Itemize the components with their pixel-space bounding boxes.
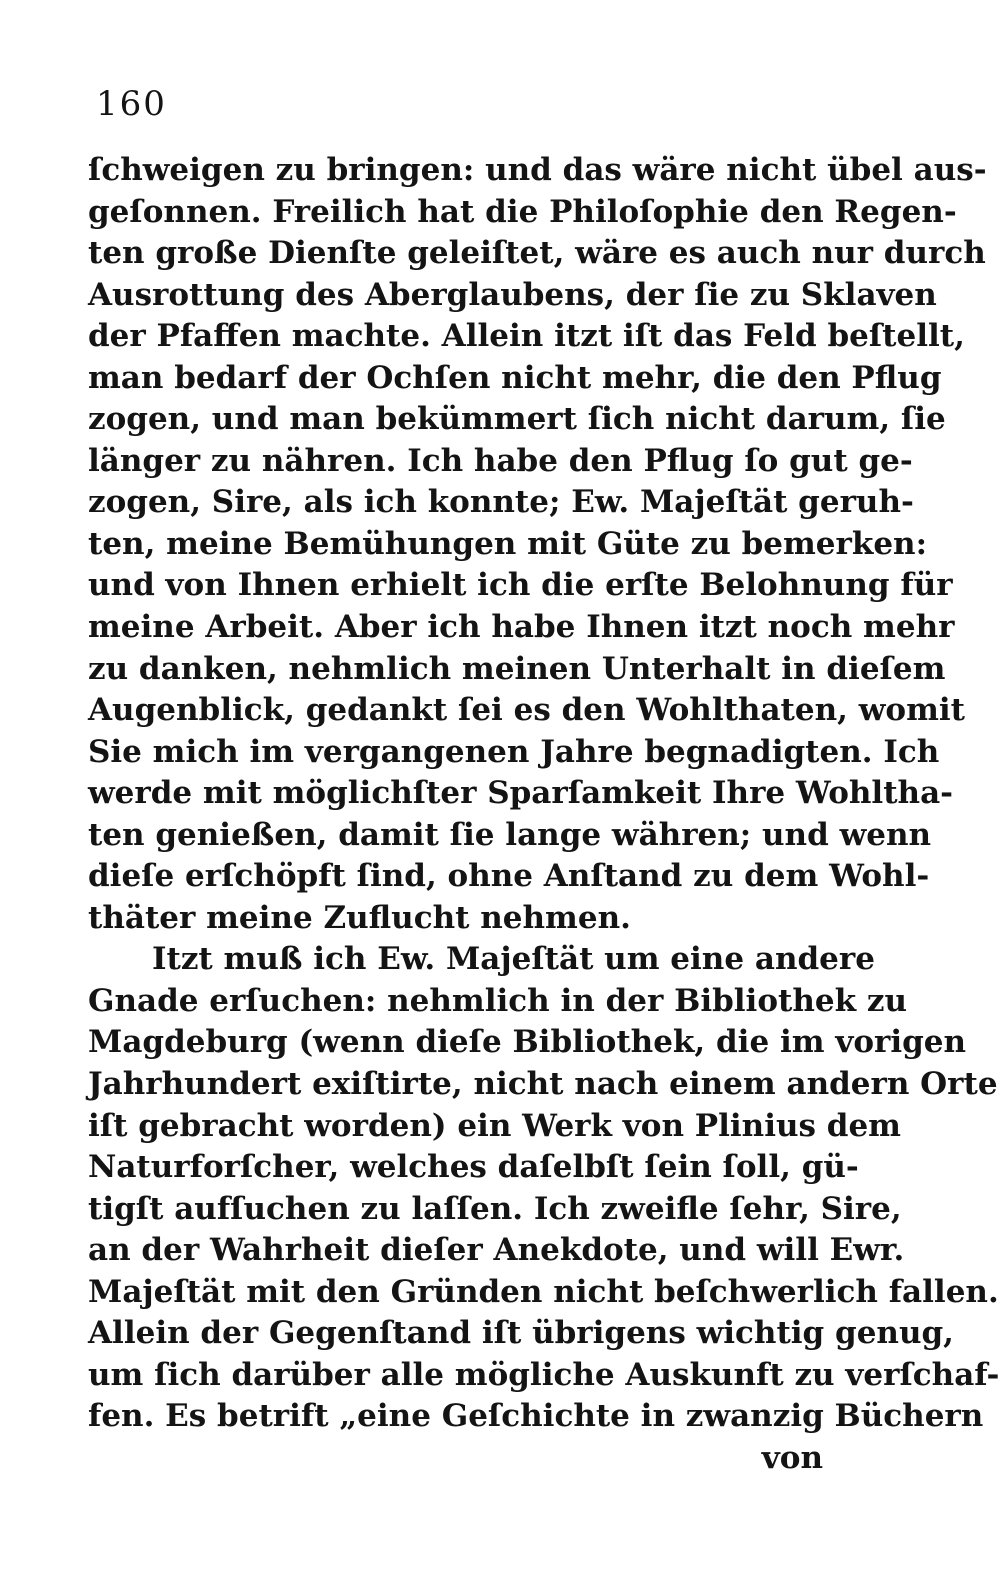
text-line: Allein der Gegenſtand iſt übrigens wichtig genug,	[88, 1315, 954, 1352]
text-line: fen. Es betrift „eine Geſchichte in zwanzig Büchern	[88, 1398, 984, 1435]
text-line: zu danken, nehmlich meinen Unterhalt in dieſem	[88, 650, 946, 687]
text-line: ten genießen, damit ſie lange währen; und wenn	[88, 816, 932, 853]
text-line: meine Arbeit. Aber ich habe Ihnen itzt noch mehr	[88, 609, 955, 646]
body-text	[88, 150, 999, 1480]
text-line: Sie mich im vergangenen Jahre begnadigten. Ich	[88, 733, 940, 770]
text-line: an der Wahrheit dieſer Anekdote, und will Ewr.	[88, 1232, 905, 1269]
text-line: ten große Dienſte geleiſtet, wäre es auch nur durch	[88, 235, 986, 272]
text-line: zogen, Sire, als ich konnte; Ew. Majeſtät geruh-	[88, 484, 914, 521]
page-number: 160	[96, 84, 167, 124]
text-line: iſt gebracht worden) ein Werk von Plinius dem	[88, 1107, 901, 1144]
paragraph-end-line: thäter meine Zuflucht nehmen.	[88, 899, 631, 936]
text-line: Jahrhundert exiſtirte, nicht nach einem andern Orte	[88, 1066, 998, 1103]
paragraph-start-line: Itzt muß ich Ew. Majeſtät um eine andere	[152, 941, 875, 978]
text-line: ten, meine Bemühungen mit Güte zu bemerken:	[88, 525, 928, 562]
text-line: tigſt aufſuchen zu laſſen. Ich zweifle ſehr, Sire,	[88, 1190, 902, 1227]
text-line: Augenblick, gedankt ſei es den Wohlthaten, womit	[88, 692, 965, 729]
catchword: von	[761, 1439, 823, 1476]
text-line: ſchweigen zu bringen: und das wäre nicht übel aus-	[88, 152, 987, 188]
text-line: werde mit möglichſter Sparſamkeit Ihre Wohltha-	[88, 775, 954, 812]
text-line: der Pfaffen machte. Allein itzt iſt das Feld beſtellt,	[88, 318, 965, 355]
text-line: geſonnen. Freilich hat die Philoſophie den Regen-	[88, 193, 957, 230]
text-line: dieſe erſchöpft ſind, ohne Anſtand zu dem Wohl-	[88, 858, 930, 895]
text-line: Ausrottung des Aberglaubens, der ſie zu Sklaven	[88, 276, 937, 313]
text-line: man bedarf der Ochſen nicht mehr, die den Pflug	[88, 359, 942, 396]
text-line: länger zu nähren. Ich habe den Pflug ſo gut ge-	[88, 442, 913, 479]
text-line: Gnade erſuchen: nehmlich in der Bibliothek zu	[88, 982, 908, 1019]
text-line: um ſich darüber alle mögliche Auskunft zu verſchaf-	[88, 1356, 999, 1393]
text-line: und von Ihnen erhielt ich die erſte Belohnung für	[88, 567, 953, 604]
text-line: Naturforſcher, welches daſelbſt ſein ſoll, gü-	[88, 1149, 859, 1186]
text-line: zogen, und man bekümmert ſich nicht darum, ſie	[88, 401, 946, 438]
text-line: Majeſtät mit den Gründen nicht beſchwerlich fallen.	[88, 1273, 999, 1310]
text-line: Magdeburg (wenn dieſe Bibliothek, die im vorigen	[88, 1024, 967, 1061]
